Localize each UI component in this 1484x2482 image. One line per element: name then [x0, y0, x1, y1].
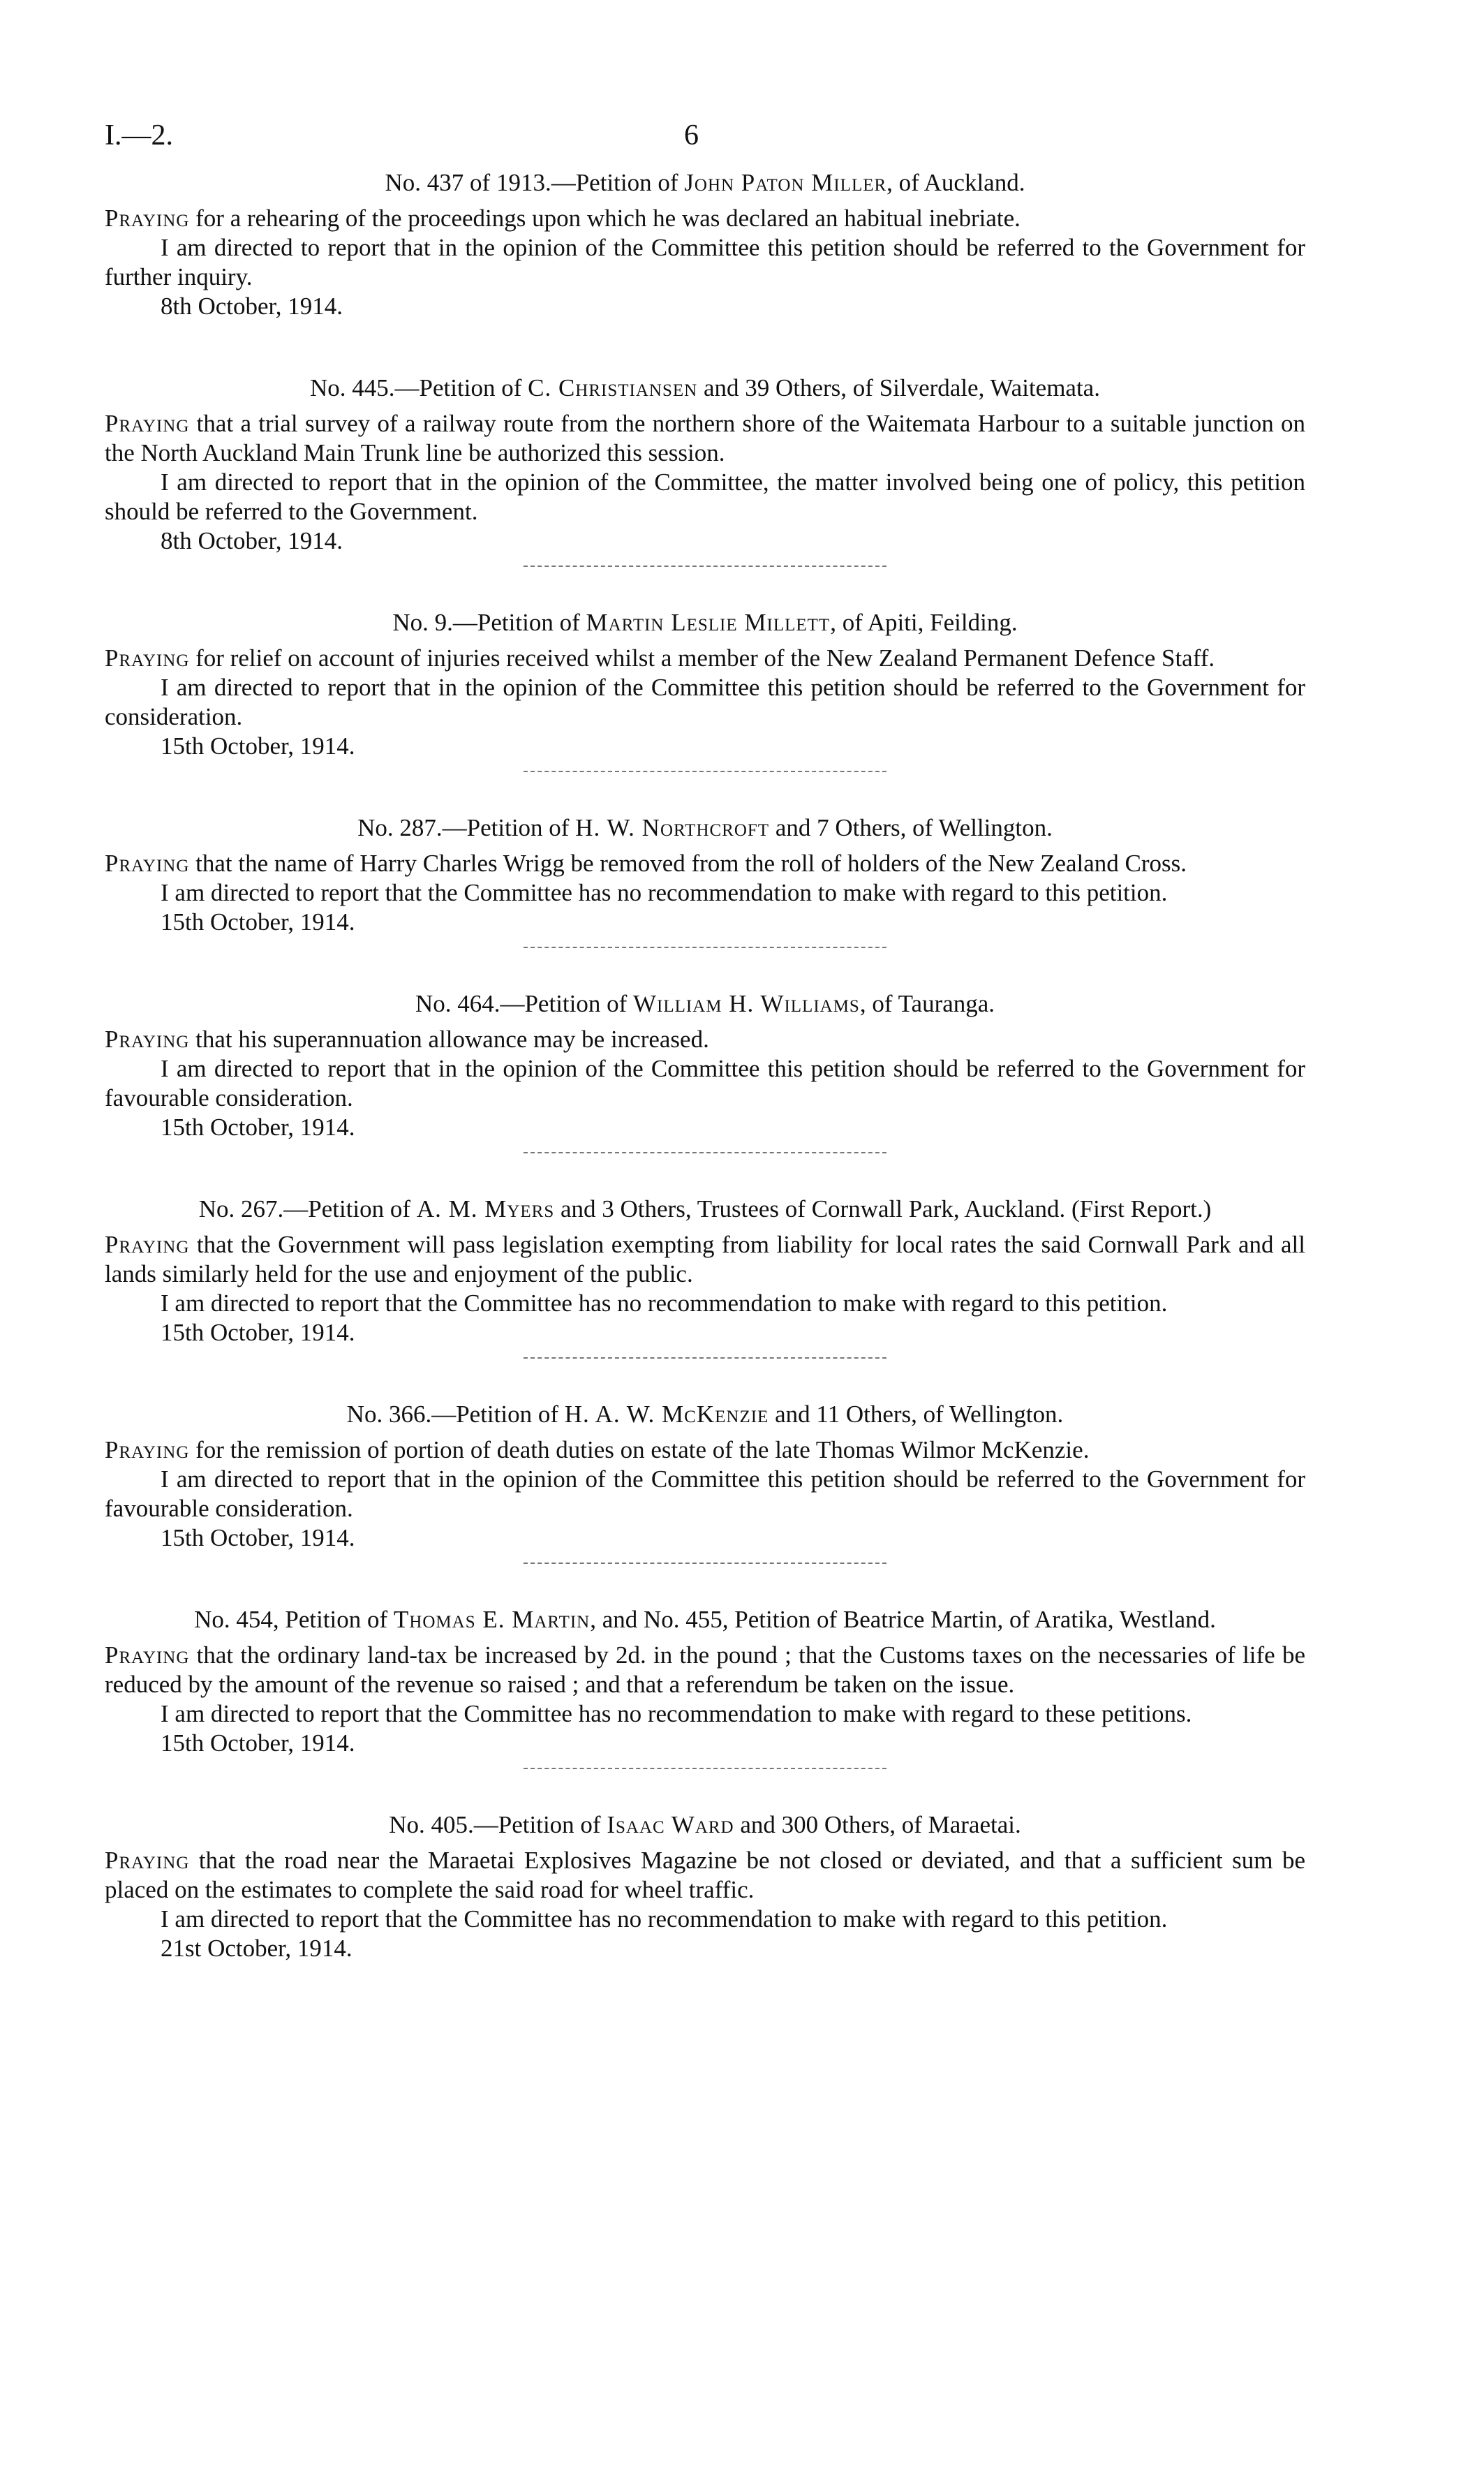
petition-entry [105, 1399, 1305, 1604]
petition-number: No. 9.—Petition of [392, 609, 586, 636]
petitioner-location: and 11 Others, of Wellington. [769, 1401, 1064, 1428]
committee-report: I am directed to report that the Committee has no recommendation to make with regard to this petition. [161, 879, 1168, 906]
petition-number: No. 366.—Petition of [346, 1401, 565, 1428]
petitioner-name: H. W. Northcroft [575, 814, 770, 841]
document-page [105, 112, 1305, 1963]
praying-label: Praying [105, 1641, 190, 1669]
committee-report: I am directed to report that in the opinion of the Committee this petition should be referred to the Government for further inquiry. [105, 234, 1305, 290]
praying-paragraph [105, 1846, 1305, 1905]
praying-text: that his superannuation allowance may be increased. [189, 1026, 709, 1053]
praying-paragraph [105, 204, 1305, 233]
petitioner-location: , of Auckland. [886, 169, 1025, 196]
petition-number: No. 437 of 1913.—Petition of [385, 169, 685, 196]
petitioner-name: A. M. Myers [416, 1195, 555, 1222]
paper-reference: I.—2. [105, 119, 173, 152]
section-spacer [105, 1359, 1305, 1399]
praying-paragraph [105, 409, 1305, 468]
praying-text: for relief on account of injuries received whilst a member of the New Zealand Permanent Defence Staff. [189, 644, 1215, 672]
section-spacer [105, 1564, 1305, 1604]
praying-label: Praying [105, 1436, 190, 1463]
praying-label: Praying [105, 850, 190, 877]
petition-entry [105, 1194, 1305, 1399]
section-spacer [105, 1153, 1305, 1194]
section-spacer [105, 332, 1305, 373]
praying-text: that a trial survey of a railway route from the northern shore of the Waitemata Harbour to a suitable junction on the North Auckland Main Trunk line be authorized this session. [105, 410, 1305, 466]
petition-title [105, 1194, 1305, 1225]
praying-text: that the Government will pass legislation exempting from liability for local rates the said Cornwall Park and all lands similarly held for the use and enjoyment of the public. [105, 1231, 1305, 1287]
praying-label: Praying [105, 644, 190, 672]
section-spacer [105, 772, 1305, 813]
committee-report: I am directed to report that in the opinion of the Committee this petition should be referred to the Government for favourable consideration. [105, 1465, 1305, 1522]
petition-entry [105, 373, 1305, 607]
petitioner-name: C. Christiansen [528, 374, 698, 401]
petitioner-name: John Paton Miller [684, 169, 887, 196]
praying-text: that the name of Harry Charles Wrigg be removed from the roll of holders of the New Zealand Cross. [189, 850, 1187, 877]
petitioner-location: and 300 Others, of Maraetai. [734, 1811, 1021, 1838]
report-date: 8th October, 1914. [161, 293, 343, 320]
report-date: 21st October, 1914. [161, 1935, 353, 1962]
petition-entry [105, 1604, 1305, 1810]
petition-title [105, 1810, 1305, 1840]
praying-text: that the road near the Maraetai Explosives Magazine be not closed or deviated, and that a sufficient sum be placed on the estimates to complete the said road for wheel traffic. [105, 1847, 1305, 1903]
praying-paragraph [105, 849, 1305, 878]
petition-entry [105, 607, 1305, 813]
petition-number: No. 464.—Petition of [415, 990, 634, 1017]
report-date: 15th October, 1914. [161, 1729, 355, 1757]
committee-report: I am directed to report that the Committee has no recommendation to make with regard to these petitions. [161, 1700, 1192, 1727]
petition-entry [105, 989, 1305, 1194]
report-date: 15th October, 1914. [161, 732, 355, 760]
section-spacer [105, 1769, 1305, 1810]
petition-number: No. 454, Petition of [194, 1606, 394, 1633]
page-number: 6 [684, 119, 699, 152]
petition-number: No. 445.—Petition of [310, 374, 528, 401]
report-date: 15th October, 1914. [161, 1319, 355, 1346]
section-spacer [105, 948, 1305, 989]
praying-label: Praying [105, 205, 190, 232]
report-date: 8th October, 1914. [161, 527, 343, 554]
praying-label: Praying [105, 410, 190, 437]
praying-label: Praying [105, 1847, 190, 1874]
praying-paragraph [105, 1230, 1305, 1289]
petitioner-name: William H. Williams [633, 990, 860, 1017]
petitioner-name: Isaac Ward [607, 1811, 734, 1838]
section-spacer [105, 567, 1305, 607]
petition-title [105, 989, 1305, 1019]
petition-title [105, 1604, 1305, 1635]
petition-entry [105, 168, 1305, 373]
praying-label: Praying [105, 1026, 190, 1053]
petitioner-location: , of Tauranga. [859, 990, 995, 1017]
praying-paragraph [105, 1435, 1305, 1465]
page-header [105, 112, 1305, 168]
praying-paragraph [105, 644, 1305, 673]
praying-text: that the ordinary land-tax be increased by 2d. in the pound ; that the Customs taxes on the necessaries of life be reduced by the amount of the revenue so raised ; and that a referendum be taken on the issue. [105, 1641, 1305, 1698]
petitioner-location: and 7 Others, of Wellington. [769, 814, 1053, 841]
praying-paragraph [105, 1025, 1305, 1054]
petitioner-name: Thomas E. Martin [393, 1606, 591, 1633]
committee-report: I am directed to report that in the opinion of the Committee this petition should be referred to the Government for favourable consideration. [105, 1055, 1305, 1111]
petition-list [105, 168, 1305, 1963]
petition-title [105, 1399, 1305, 1430]
committee-report: I am directed to report that the Committee has no recommendation to make with regard to this petition. [161, 1905, 1168, 1933]
petition-number: No. 405.—Petition of [389, 1811, 607, 1838]
report-date: 15th October, 1914. [161, 1114, 355, 1141]
petition-title [105, 373, 1305, 404]
report-date: 15th October, 1914. [161, 908, 355, 936]
petitioner-location: and 3 Others, Trustees of Cornwall Park, Auckland. (First Report.) [554, 1195, 1212, 1222]
petitioner-location: , and No. 455, Petition of Beatrice Martin, of Aratika, Westland. [590, 1606, 1216, 1633]
praying-text: for a rehearing of the proceedings upon which he was declared an habitual inebriate. [189, 205, 1021, 232]
petition-number: No. 267.—Petition of [198, 1195, 417, 1222]
committee-report: I am directed to report that in the opinion of the Committee this petition should be referred to the Government for consideration. [105, 674, 1305, 730]
report-date: 15th October, 1914. [161, 1524, 355, 1551]
petition-entry [105, 1810, 1305, 1963]
petition-title [105, 607, 1305, 638]
petitioner-name: Martin Leslie Millett [586, 609, 831, 636]
petitioner-location: and 39 Others, of Silverdale, Waitemata. [697, 374, 1100, 401]
praying-paragraph [105, 1641, 1305, 1699]
petition-title [105, 813, 1305, 843]
petition-entry [105, 813, 1305, 989]
petitioner-location: , of Apiti, Feilding. [830, 609, 1018, 636]
praying-label: Praying [105, 1231, 190, 1258]
committee-report: I am directed to report that in the opinion of the Committee, the matter involved being one of policy, this petition should be referred to the Government. [105, 468, 1305, 525]
petition-title [105, 168, 1305, 198]
committee-report: I am directed to report that the Committee has no recommendation to make with regard to this petition. [161, 1290, 1168, 1317]
petition-number: No. 287.—Petition of [357, 814, 576, 841]
petitioner-name: H. A. W. McKenzie [564, 1401, 769, 1428]
praying-text: for the remission of portion of death duties on estate of the late Thomas Wilmor McKenzie. [189, 1436, 1090, 1463]
